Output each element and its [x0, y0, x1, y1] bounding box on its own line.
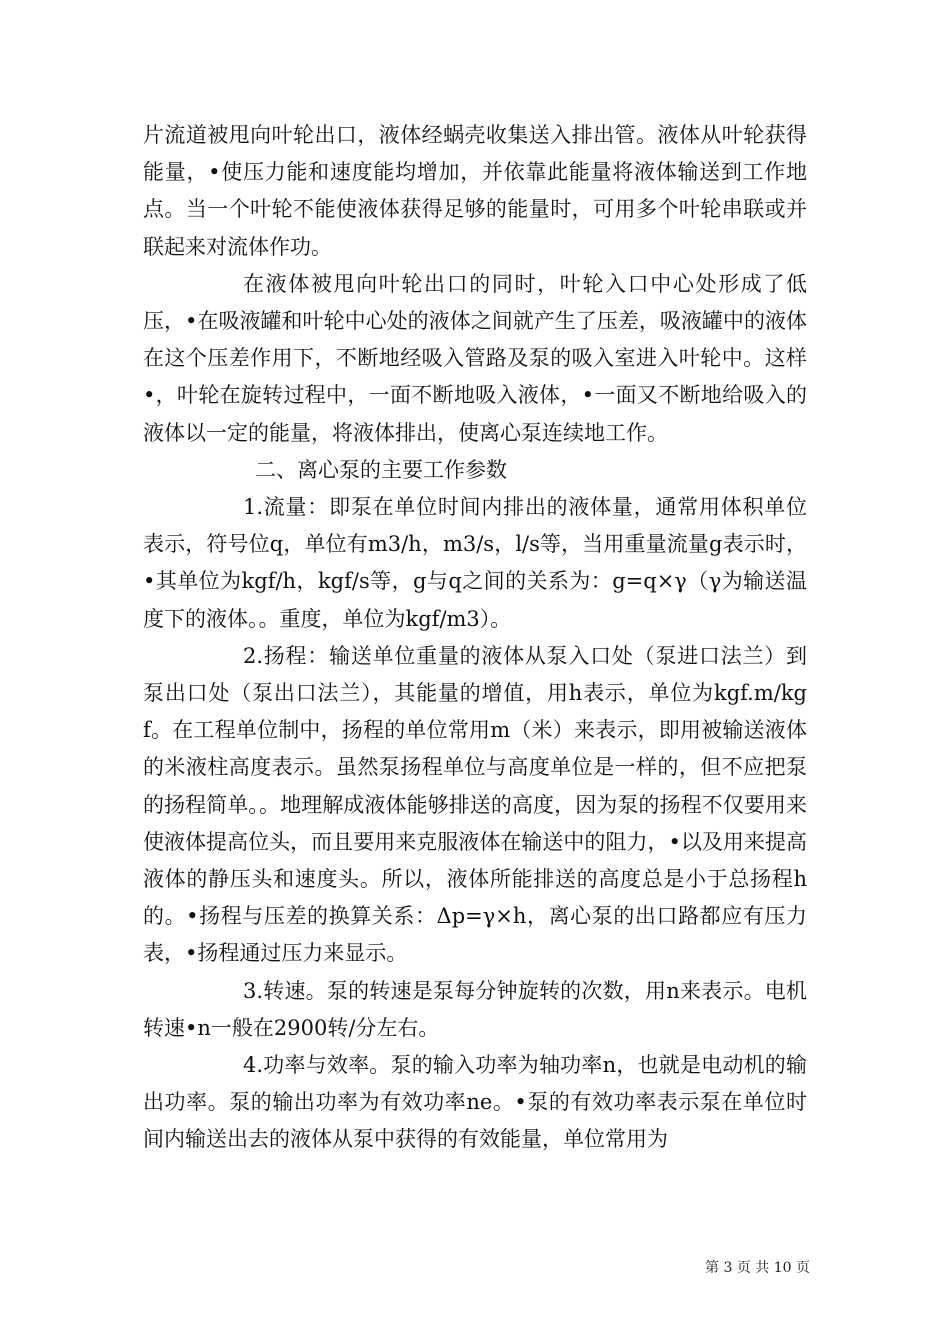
page-number: 第 3 页 共 10 页 [705, 1260, 810, 1276]
section-heading-parameters: 二、离心泵的主要工作参数 [255, 457, 507, 482]
paragraph-head: 2.扬程：输送单位重量的液体从泵入口处（泵进口法兰）到泵出口处（泵出口法兰），其能量的增值，用h表示，单位为kgf.m/kgf。在工程单位制中，扬程的单位常用m（米）来表示，即用被输送液体的米液柱高度表示。虽然泵扬程单位与高度单位是一样的，但不应把泵的扬程简单。。地理解成液体能够排送的高度，因为泵的扬程不仅要用来使液体提高位头，而且要用来克服液体在输送中的阻力，•以及用来提高液体的静压头和速度头。所以，液体所能排送的高度总是小于总扬程h的。•扬程与压差的换算关系：Δp=γ×h，离心泵的出口路都应有压力表，•扬程通过压力来显示。 [143, 643, 807, 966]
document-body [143, 117, 807, 1159]
paragraph-low-pressure: 在液体被甩向叶轮出口的同时，叶轮入口中心处形成了低压，•在吸液罐和叶轮中心处的液体之间就产生了压差，吸液罐中的液体在这个压差作用下，不断地经吸入管路及泵的吸入室进入叶轮中。这样•，叶轮在旋转过程中，一面不断地吸入液体，•一面又不断地给吸入的液体以一定的能量，将液体排出，使离心泵连续地工作。 [143, 271, 807, 445]
paragraph-impeller-flow: 片流道被甩向叶轮出口，液体经蜗壳收集送入排出管。液体从叶轮获得能量，•使压力能和速度能均增加，并依靠此能量将液体输送到工作地点。当一个叶轮不能使液体获得足够的能量时，可用多个叶轮串联或并联起来对流体作功。 [143, 123, 807, 259]
paragraph-flow-rate: 1.流量：即泵在单位时间内排出的液体量，通常用体积单位表示，符号位q，单位有m3/h，m3/s，l/s等，当用重量流量g表示时，•其单位为kgf/h，kgf/s等，g与q之间的关系为：g=q×γ（γ为输送温度下的液体。。重度，单位为kgf/m3）。 [143, 495, 807, 631]
paragraph-power-efficiency: 4.功率与效率。泵的输入功率为轴功率n，也就是电动机的输出功率。泵的输出功率为有效功率ne。•泵的有效功率表示泵在单位时间内输送出去的液体从泵中获得的有效能量，单位常用为 [143, 1053, 807, 1152]
paragraph-speed: 3.转速。泵的转速是泵每分钟旋转的次数，用n来表示。电机转速•n一般在2900转/分左右。 [143, 978, 807, 1040]
